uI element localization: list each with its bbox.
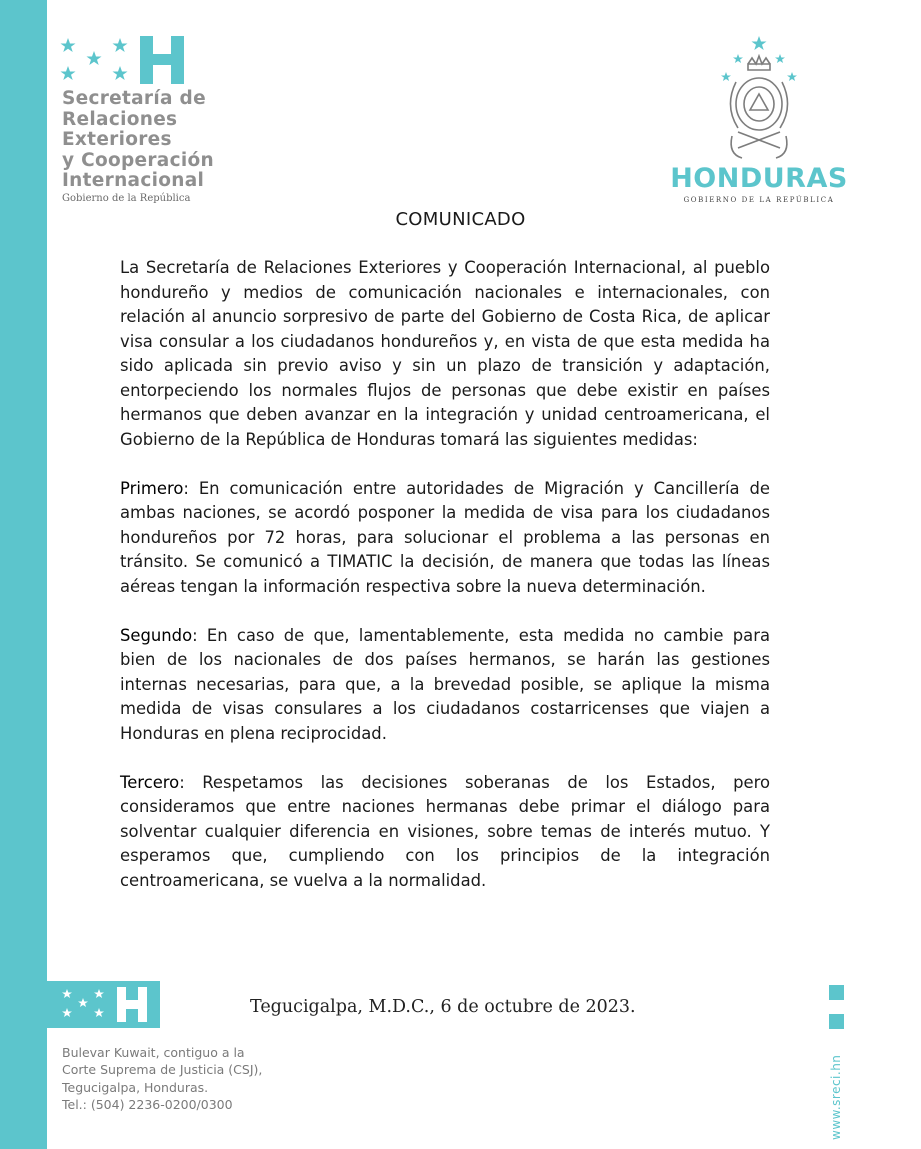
footer-address <box>62 1044 262 1114</box>
footer-square-top <box>829 985 844 1000</box>
point-second <box>120 624 770 747</box>
address-line-4: Tel.: (504) 2236-0200/0300 <box>62 1097 233 1113</box>
org-line-1: Secretaría de <box>62 88 206 109</box>
point-second-text: : En caso de que, lamentablemente, esta medida no cambie para bien de los nacionales de dos países hermanos, se harán las gestiones internas necesarias, para que, a la brevedad posible, se aplique la misma medida de visas consulares a los ciudadanos costarricenses que viajen a Honduras en plena reciprocidad. <box>120 625 770 743</box>
point-first-text: : En comunicación entre autoridades de Migración y Cancillería de ambas naciones, se acordó posponer la medida de visa para los ciudadanos hondureños por 72 horas, para solucionar el problema a las personas en tránsito. Se comunicó a TIMATIC la decisión, de manera que todas las líneas aéreas tengan la información respectiva sobre la nueva determinación. <box>120 478 770 596</box>
date-line: Tegucigalpa, M.D.C., 6 de octubre de 2023. <box>250 997 636 1017</box>
footer-square-bottom <box>829 1014 844 1029</box>
h-letter-icon <box>138 34 186 86</box>
address-line-1: Bulevar Kuwait, contiguo a la <box>62 1045 245 1060</box>
honduras-logo <box>670 36 848 211</box>
intro-paragraph: La Secretaría de Relaciones Exteriores y Cooperación Internacional, al pueblo hondureño y medios de comunicación nacionales e internacionales, con relación al anuncio sorpresivo de parte del Gobierno de Costa Rica, de aplicar visa consular a los ciudadanos hondureños y, en vista de que esta medida ha sido aplicada sin previo aviso y sin un plazo de transición y adaptación, entorpeciendo los normales flujos de personas que debe existir en países hermanos que deben avanzar en la integración y unidad centroamericana, el Gobierno de la República de Honduras tomará las siguientes medidas: <box>120 258 770 449</box>
five-stars-icon <box>58 36 138 86</box>
left-accent-bar <box>0 0 47 1149</box>
document-title: COMUNICADO <box>395 209 526 230</box>
address-line-2: Corte Suprema de Justicia (CSJ), <box>62 1062 263 1078</box>
address-line-3: Tegucigalpa, Honduras. <box>62 1079 209 1095</box>
point-first-label: Primero <box>120 478 184 498</box>
government-subtitle: Gobierno de la República <box>62 193 191 204</box>
coat-of-arms-icon <box>716 36 802 164</box>
org-line-3: Exteriores <box>62 129 172 150</box>
organization-name <box>62 89 214 192</box>
footer-logo <box>47 981 160 1028</box>
point-third <box>120 771 770 894</box>
point-first <box>120 477 770 600</box>
website-link[interactable]: www.sreci.hn <box>829 1054 843 1140</box>
point-third-text: : Respetamos las decisiones soberanas de los Estados, pero consideramos que entre naciones hermanas debe primar el diálogo para solventar cualquier diferencia en visiones, sobre temas de interés mutuo. Y esperamos que, cumpliendo con los principios de la integración centroamericana, se vuelva a la normalidad. <box>120 772 770 890</box>
org-line-2: Relaciones <box>62 108 178 130</box>
country-subtitle: GOBIERNO DE LA REPÚBLICA <box>683 196 835 204</box>
country-name: HONDURAS <box>670 163 848 194</box>
point-third-label: Tercero <box>120 772 180 792</box>
footer-stars-h-icon <box>47 981 160 1028</box>
org-line-4: y Cooperación <box>62 149 214 171</box>
document-body <box>120 256 770 918</box>
org-line-5: Internacional <box>62 170 205 191</box>
point-second-label: Segundo <box>120 625 193 645</box>
